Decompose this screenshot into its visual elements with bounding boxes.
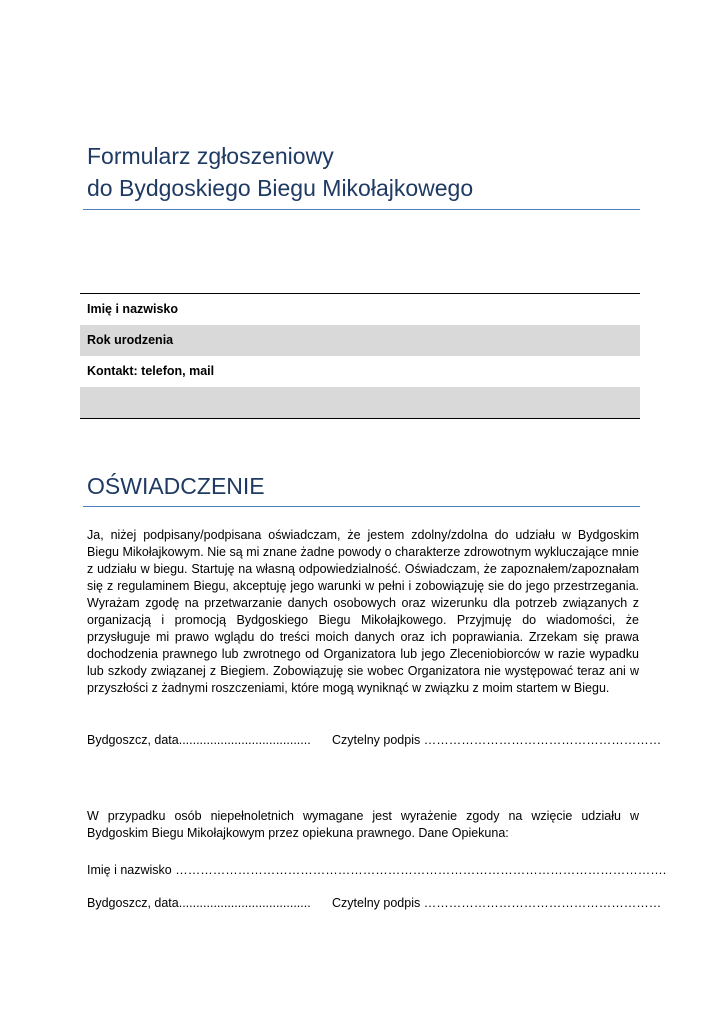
row-contact-value[interactable] xyxy=(80,387,640,418)
statement-underline xyxy=(83,506,640,507)
statement-body: Ja, niżej podpisany/podpisana oświadczam, że jestem zdolny/zdolna do udziału w Bydgoskim Biegu Mikołajkowym. Nie są mi znane żadne powody o charakterze zdrowotnym wykluczające mnie z udziału w biegu. Startuję na własną odpowiedzialność. Oświadczam, że zapoznałem/zapoznałam się z regulaminem Biegu, akceptuję jego warunki w pełni i zobowiązuję sie do jego przestrzegania. Wyrażam zgodę na przetwarzanie danych osobowych oraz wizerunku dla potrzeb związanych z organizacją i promocją Bydgoskiego Biegu Mikołajkowego. Przyjmuję do wiadomości, że przysługuje mi prawo wglądu do treści moich danych oraz ich poprawiania. Zrzekam się prawa dochodzenia prawnego lub zwrotnego od Organizatora lub jego Zleceniobiorców w razie wypadku lub szkody związanej z Biegiem. Zobowiązuję sie wobec Organizatora nie występować teraz ani w przyszłości z żadnymi roszczeniami, które mogą wyniknąć w związku z moim startem w Biegu. xyxy=(87,528,639,695)
title-underline xyxy=(83,209,640,210)
statement-signature-field[interactable]: Czytelny podpis ………………………………………………… xyxy=(332,733,662,747)
guardian-date-field[interactable]: Bydgoszcz, data...................................... xyxy=(87,896,311,910)
form-title xyxy=(87,140,647,204)
statement-signature-line xyxy=(87,732,662,749)
guardian-body: W przypadku osób niepełnoletnich wymagane jest wyrażenie zgody na wzięcie udziału w Bydgoskim Biegu Mikołajkowym przez opiekuna prawnego. Dane Opiekuna: xyxy=(87,809,639,840)
guardian-signature-line xyxy=(87,895,662,912)
row-birth-year[interactable]: Rok urodzenia xyxy=(80,325,640,356)
row-contact[interactable]: Kontakt: telefon, mail xyxy=(87,364,215,378)
form-title-line-2: do Bydgoskiego Biegu Mikołajkowego xyxy=(87,175,474,201)
statement-title: OŚWIADCZENIE xyxy=(87,473,265,499)
guardian-signature-field[interactable]: Czytelny podpis ………………………………………………… xyxy=(332,896,662,910)
statement-date-field[interactable]: Bydgoszcz, data...................................... xyxy=(87,733,311,747)
form-title-line-1: Formularz zgłoszeniowy xyxy=(87,143,334,169)
participant-form-table xyxy=(80,293,640,419)
row-name[interactable]: Imię i nazwisko xyxy=(87,302,179,316)
guardian-name-field[interactable]: Imię i nazwisko ………………………………………………………………………………………………………. xyxy=(87,863,667,877)
